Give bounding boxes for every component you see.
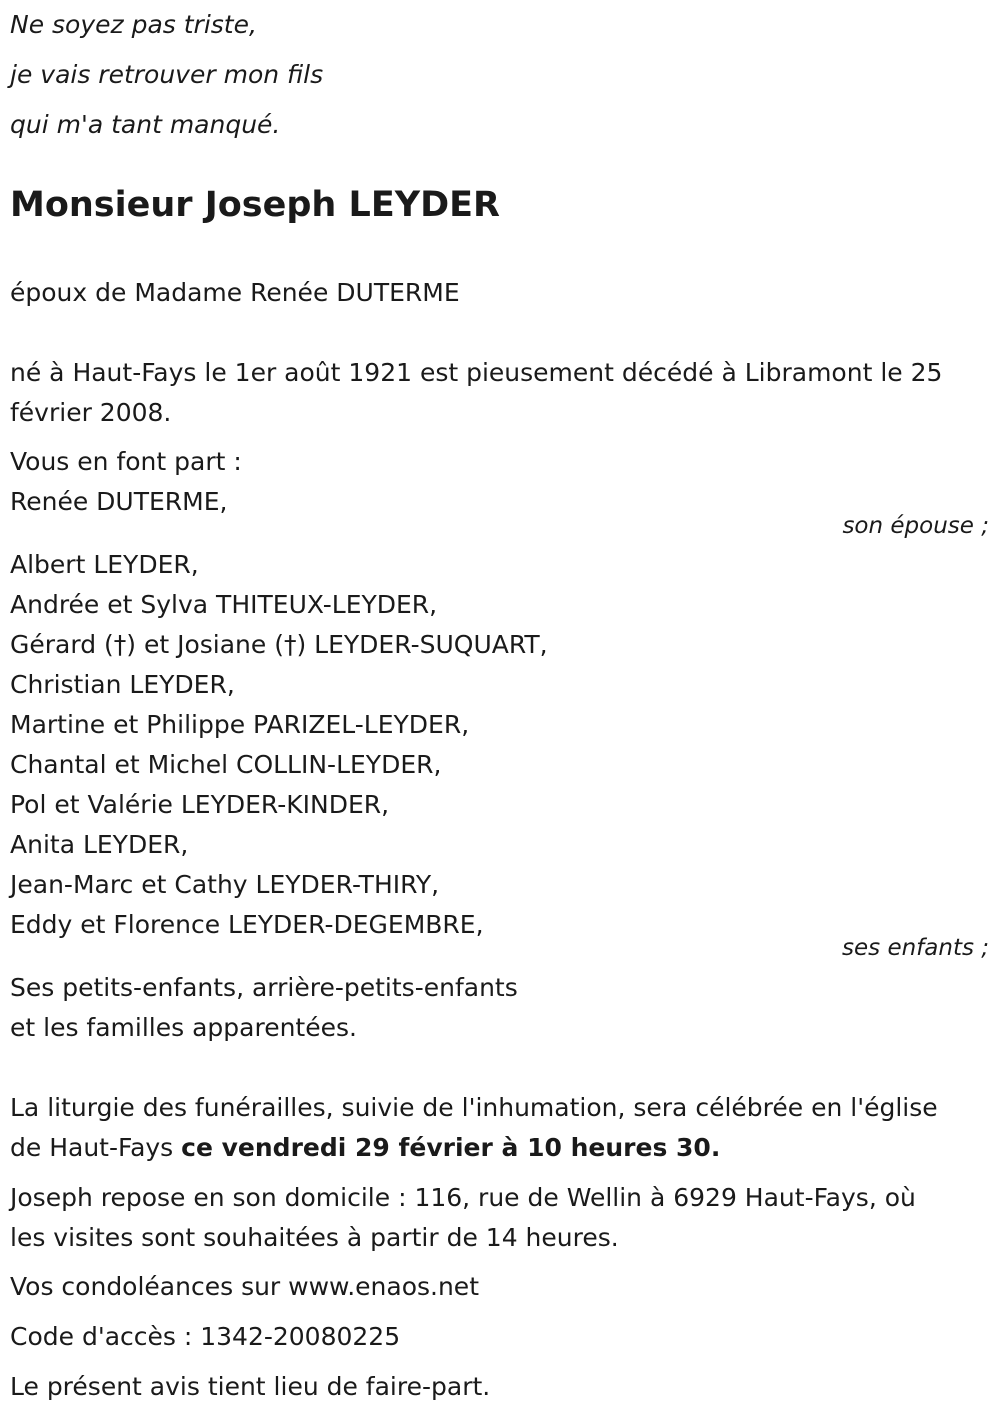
condolences-line: Vos condoléances sur www.enaos.net <box>10 1272 479 1301</box>
liturgy-date: ce vendredi 29 février à 10 heures 30. <box>181 1133 721 1162</box>
announce-intro: Vous en font part : <box>10 447 242 476</box>
liturgy-place: de Haut-Fays <box>10 1133 182 1162</box>
child-line: Albert LEYDER, <box>10 550 199 579</box>
repose-line: les visites sont souhaitées à partir de 14 heures. <box>10 1223 619 1252</box>
deceased-name: Monsieur Joseph LEYDER <box>10 185 500 225</box>
poem-line: Ne soyez pas triste, <box>10 10 257 39</box>
notice-line: Le présent avis tient lieu de faire-part. <box>10 1372 491 1401</box>
liturgy-line <box>10 1128 720 1168</box>
repose-line: Joseph repose en son domicile : 116, rue de Wellin à 6929 Haut-Fays, où <box>10 1183 916 1212</box>
children-role: ses enfants ; <box>842 935 989 961</box>
spouse-name: Renée DUTERME, <box>10 487 228 516</box>
birth-death-line: février 2008. <box>10 398 172 427</box>
child-line: Gérard (†) et Josiane (†) LEYDER-SUQUART, <box>10 630 548 659</box>
extended-family-line: et les familles apparentées. <box>10 1013 357 1042</box>
child-line: Pol et Valérie LEYDER-KINDER, <box>10 790 390 819</box>
birth-death-line: né à Haut-Fays le 1er août 1921 est pieusement décédé à Libramont le 25 <box>10 358 943 387</box>
poem-line: je vais retrouver mon fils <box>10 60 324 89</box>
spouse-line: époux de Madame Renée DUTERME <box>10 278 460 307</box>
poem-line: qui m'a tant manqué. <box>10 110 281 139</box>
child-line: Andrée et Sylva THITEUX-LEYDER, <box>10 590 438 619</box>
access-code: Code d'accès : 1342-20080225 <box>10 1322 401 1351</box>
child-line: Christian LEYDER, <box>10 670 235 699</box>
child-line: Anita LEYDER, <box>10 830 189 859</box>
child-line: Jean-Marc et Cathy LEYDER-THIRY, <box>10 870 440 899</box>
child-line: Martine et Philippe PARIZEL-LEYDER, <box>10 710 470 739</box>
spouse-role: son épouse ; <box>842 513 989 539</box>
child-line: Chantal et Michel COLLIN-LEYDER, <box>10 750 442 779</box>
child-line: Eddy et Florence LEYDER-DEGEMBRE, <box>10 910 484 939</box>
liturgy-line: La liturgie des funérailles, suivie de l'inhumation, sera célébrée en l'église <box>10 1093 938 1122</box>
extended-family-line: Ses petits-enfants, arrière-petits-enfants <box>10 973 518 1002</box>
